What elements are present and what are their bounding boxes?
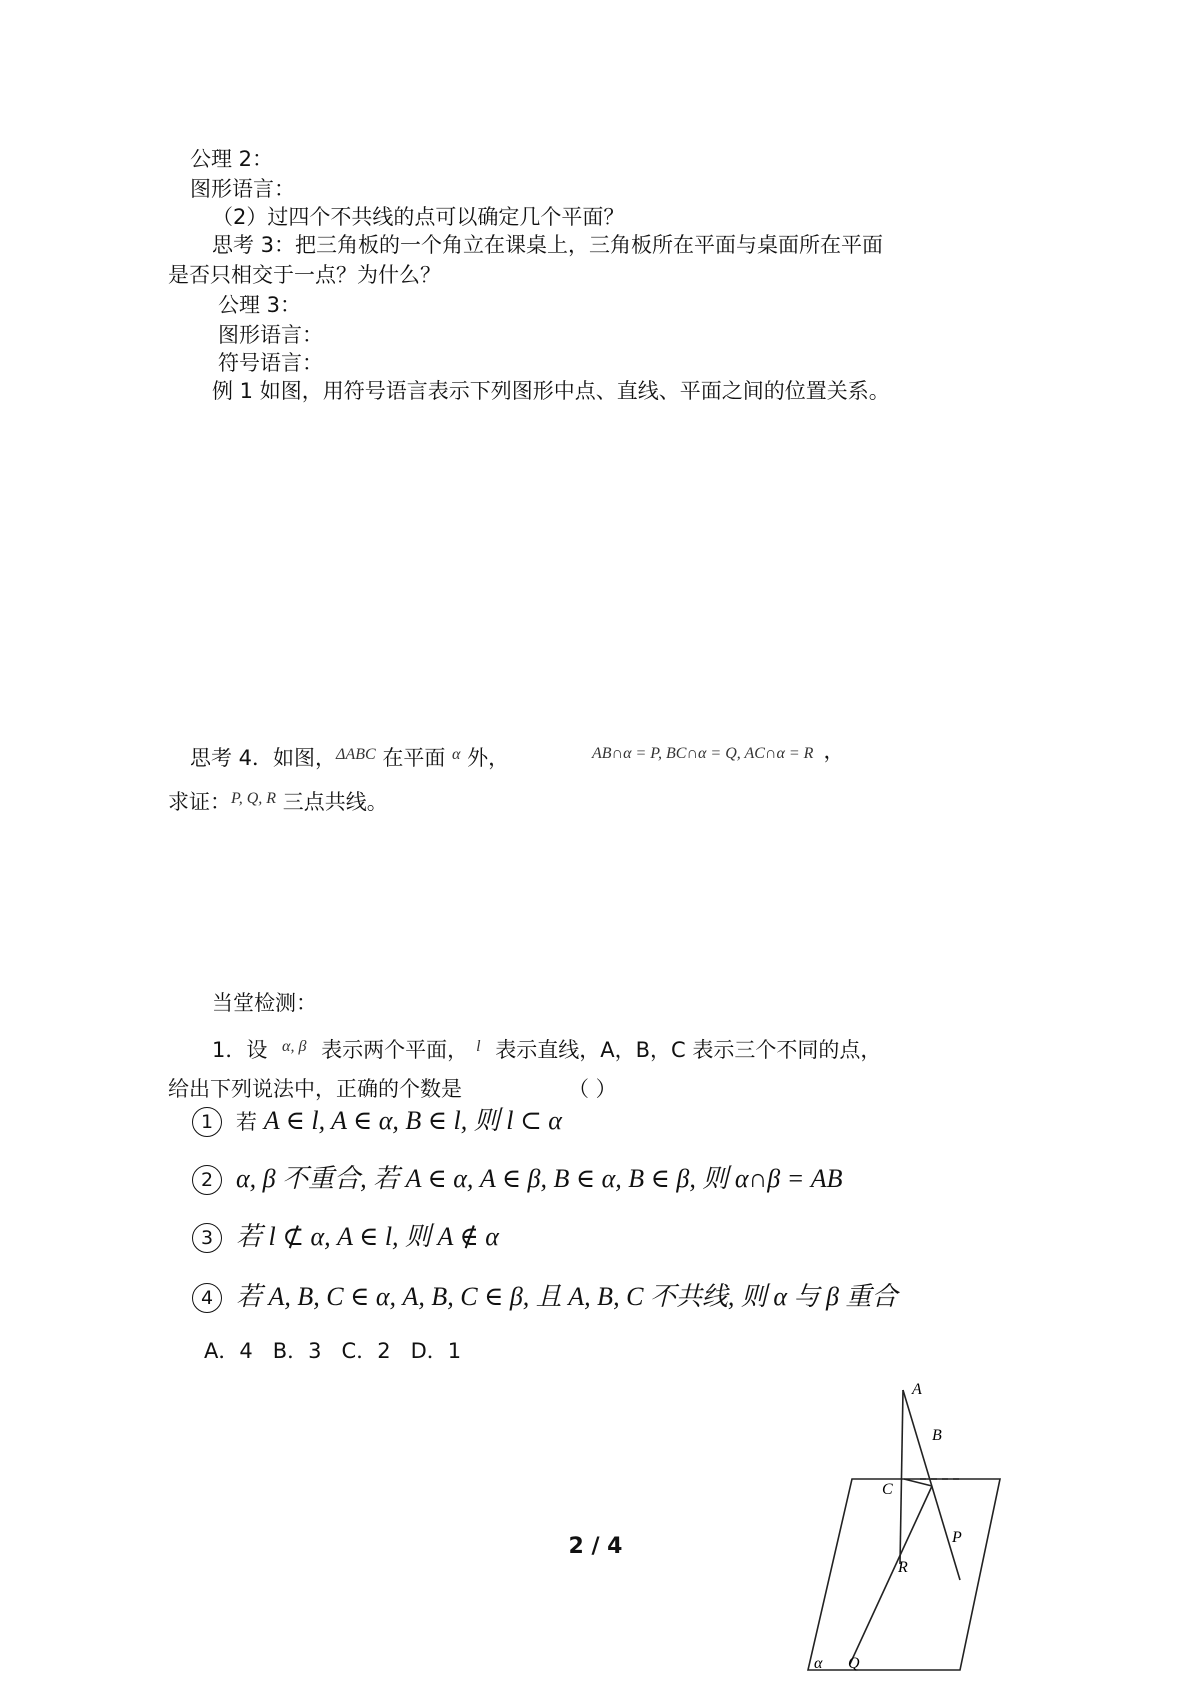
q1-number: 1．设 [212, 1038, 275, 1062]
statement-1-pre: 若 [236, 1110, 264, 1134]
circled-number-1: 1 [192, 1107, 222, 1137]
line-bq [850, 1486, 932, 1664]
label-p: P [952, 1529, 962, 1546]
think4-condition-wrap [592, 738, 844, 767]
graphic-language-label: 图形语言： [190, 177, 295, 201]
line-bc [904, 1479, 932, 1486]
label-r: R [898, 1559, 908, 1576]
quiz-q1-line1 [212, 1034, 881, 1063]
label-b: B [932, 1427, 942, 1444]
think4-tail: 外， [460, 746, 510, 770]
axiom2-label: 公理 2： [190, 147, 274, 171]
symbol-language-label: 符号语言： [218, 351, 323, 375]
think4-line2 [168, 786, 388, 815]
plane-alpha: α [452, 746, 461, 763]
statement-2 [192, 1164, 843, 1195]
think4-comma: ， [823, 739, 845, 763]
label-c: C [882, 1481, 893, 1498]
statement-4 [192, 1282, 898, 1313]
think4-condition: AB∩α = P, BC∩α = Q, AC∩α = R [592, 745, 814, 762]
label-alpha: α [814, 1655, 823, 1672]
label-a: A [912, 1381, 922, 1398]
line-ac [900, 1390, 903, 1564]
quiz-q1-line2: 给出下列说法中，正确的个数是 [168, 1077, 462, 1101]
triangle-abc: ΔABC [336, 746, 376, 763]
graphic-language-label-2: 图形语言： [218, 323, 323, 347]
q1-mid: 表示两个平面， [314, 1038, 469, 1062]
think4-line1 [190, 742, 509, 771]
circled-number-4: 4 [192, 1283, 222, 1313]
points-pqr: P, Q, R [231, 790, 277, 807]
statement-4-math: 若 A, B, C ∈ α, A, B, C ∈ β, 且 A, B, C 不共线, 则 α 与 β 重合 [236, 1282, 898, 1311]
statement-1 [192, 1106, 562, 1137]
prove-tail: 三点共线。 [276, 790, 388, 814]
statement-3-math: 若 l ⊄ α, A ∈ l, 则 A ∉ α [236, 1222, 499, 1251]
q1-line-l: l [476, 1038, 481, 1055]
answer-choices: A．4 B．3 C．2 D．1 [204, 1339, 462, 1363]
statement-2-math: α, β 不重合, 若 A ∈ α, A ∈ β, B ∈ α, B ∈ β, 则 α∩β = AB [236, 1164, 843, 1193]
question-2: （2）过四个不共线的点可以确定几个平面？ [212, 205, 625, 229]
example1-text: 例 1 如图，用符号语言表示下列图形中点、直线、平面之间的位置关系。 [212, 379, 890, 403]
statement-1-math: A ∈ l, A ∈ α, B ∈ l, 则 l ⊂ α [263, 1106, 562, 1135]
think4-mid: 在平面 [375, 746, 453, 770]
quiz-q1-paren: （ ） [568, 1077, 617, 1101]
think3-line1: 思考 3：把三角板的一个角立在课桌上，三角板所在平面与桌面所在平面 [212, 233, 884, 257]
circled-number-3: 3 [192, 1223, 222, 1253]
line-ab [903, 1390, 960, 1580]
axiom3-label: 公理 3： [218, 293, 302, 317]
q1-alpha-beta: α, β [282, 1038, 307, 1055]
triangle-plane-figure [800, 1372, 1020, 1682]
quiz-heading: 当堂检测： [212, 991, 317, 1015]
prove-lead: 求证： [168, 790, 231, 814]
q1-tail: 表示直线，A，B，C 表示三个不同的点， [488, 1038, 882, 1062]
circled-number-2: 2 [192, 1165, 222, 1195]
page-number: 2 / 4 [568, 1534, 623, 1559]
think4-lead: 思考 4．如图， [190, 746, 337, 770]
think3-line2: 是否只相交于一点？为什么？ [168, 263, 441, 287]
statement-3 [192, 1222, 499, 1253]
label-q: Q [848, 1655, 860, 1672]
